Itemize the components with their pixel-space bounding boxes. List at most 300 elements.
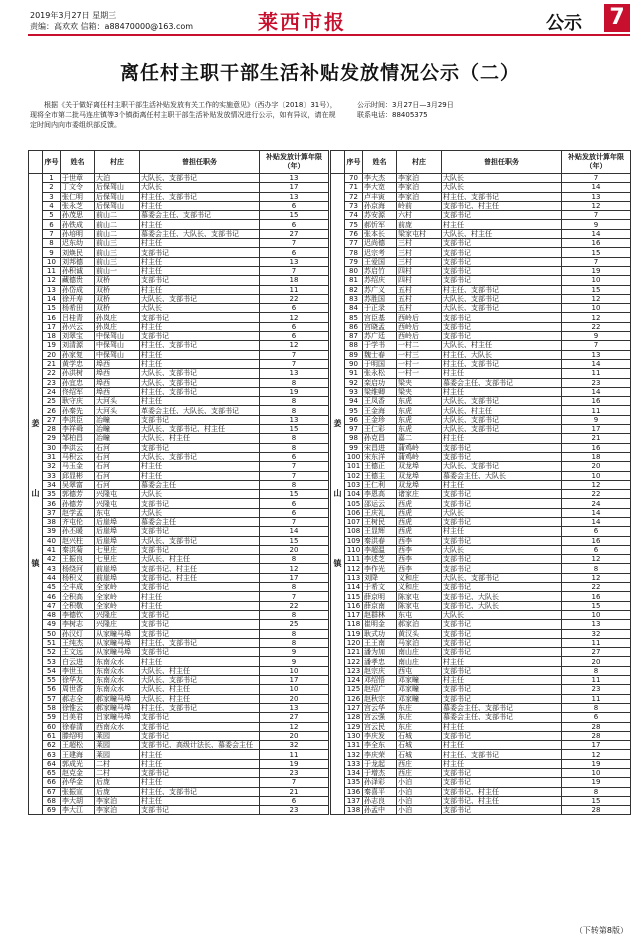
row-number: 76 bbox=[345, 229, 363, 238]
row-number: 100 bbox=[345, 452, 363, 461]
row-number: 61 bbox=[43, 731, 61, 740]
table-row bbox=[331, 731, 631, 740]
row-number: 123 bbox=[345, 666, 363, 675]
row-number: 126 bbox=[345, 694, 363, 703]
subsidy-years: 8 bbox=[562, 703, 631, 712]
former-position: 大队长 bbox=[140, 490, 260, 499]
table-row bbox=[331, 415, 631, 424]
row-number: 79 bbox=[345, 257, 363, 266]
subsidy-years: 8 bbox=[562, 666, 631, 675]
village-name: 冶疃 bbox=[95, 425, 140, 434]
village-name: 三村 bbox=[397, 248, 442, 257]
village-name: 东屯 bbox=[95, 508, 140, 517]
subsidy-years: 16 bbox=[562, 397, 631, 406]
row-number: 119 bbox=[345, 629, 363, 638]
village-name: 蒲鸡岭 bbox=[397, 452, 442, 461]
person-name: 郭成光 bbox=[61, 759, 95, 768]
table-row bbox=[331, 443, 631, 452]
former-position: 支部书记 bbox=[442, 211, 562, 220]
subsidy-years: 6 bbox=[260, 332, 329, 341]
row-number: 80 bbox=[345, 266, 363, 275]
person-name: 李述芝 bbox=[363, 555, 397, 564]
row-number: 28 bbox=[43, 425, 61, 434]
table-row bbox=[29, 415, 329, 424]
former-position: 村主任 bbox=[442, 527, 562, 536]
row-number: 55 bbox=[43, 676, 61, 685]
village-name: 西南众水 bbox=[95, 722, 140, 731]
table-row bbox=[331, 452, 631, 461]
village-name: 七里庄 bbox=[95, 545, 140, 554]
row-number: 83 bbox=[345, 294, 363, 303]
person-name: 马玉金 bbox=[61, 462, 95, 471]
row-number: 39 bbox=[43, 527, 61, 536]
table-row bbox=[331, 657, 631, 666]
table-row bbox=[29, 257, 329, 266]
former-position: 慕委会主任 bbox=[140, 517, 260, 526]
former-position: 支部书记 bbox=[140, 527, 260, 536]
subsidy-years: 13 bbox=[260, 415, 329, 424]
table-row bbox=[331, 266, 631, 275]
former-position: 村主任、支部书记 bbox=[140, 787, 260, 796]
village-name: 陈家屯 bbox=[397, 601, 442, 610]
village-name: 全家岭 bbox=[95, 601, 140, 610]
row-number: 115 bbox=[345, 592, 363, 601]
subsidy-years: 28 bbox=[562, 722, 631, 731]
table-row bbox=[29, 480, 329, 489]
table-row bbox=[331, 257, 631, 266]
town-name-char: 镇 bbox=[31, 559, 40, 569]
row-number: 70 bbox=[345, 174, 363, 183]
former-position: 支部书记、村主任 bbox=[442, 796, 562, 805]
person-name: 李大宽 bbox=[363, 183, 397, 192]
former-position: 村主任、支部书记 bbox=[140, 192, 260, 201]
subsidy-years: 6 bbox=[562, 545, 631, 554]
subsidy-years: 7 bbox=[562, 341, 631, 350]
subsidy-years: 15 bbox=[260, 536, 329, 545]
table-row bbox=[331, 629, 631, 638]
village-name: 一村一 bbox=[397, 359, 442, 368]
table-row bbox=[29, 304, 329, 313]
person-name: 赵克金 bbox=[61, 769, 95, 778]
subsidy-years: 6 bbox=[260, 452, 329, 461]
person-name: 孙宜忠 bbox=[61, 378, 95, 387]
subsidy-years: 23 bbox=[562, 378, 631, 387]
subsidy-years: 13 bbox=[260, 174, 329, 183]
subsidy-years: 7 bbox=[260, 239, 329, 248]
row-number: 16 bbox=[43, 313, 61, 322]
former-position: 支部书记 bbox=[442, 583, 562, 592]
table-row bbox=[331, 694, 631, 703]
subsidy-table-right bbox=[330, 150, 631, 815]
village-name: 东南众水 bbox=[95, 685, 140, 694]
former-position: 大队长、支部书记 bbox=[140, 174, 260, 183]
table-row bbox=[29, 499, 329, 508]
person-name: 邱显彬 bbox=[61, 471, 95, 480]
town-name-char: 镇 bbox=[333, 559, 342, 569]
former-position: 村主任 bbox=[442, 220, 562, 229]
row-number: 48 bbox=[43, 610, 61, 619]
table-row bbox=[29, 750, 329, 759]
subsidy-years: 6 bbox=[260, 499, 329, 508]
table-row bbox=[29, 322, 329, 331]
former-position: 村主任、支部书记 bbox=[140, 341, 260, 350]
village-name: 后庞 bbox=[95, 787, 140, 796]
row-number: 26 bbox=[43, 406, 61, 415]
table-row bbox=[29, 332, 329, 341]
subsidy-years: 13 bbox=[260, 369, 329, 378]
table-row bbox=[331, 229, 631, 238]
subsidy-years: 7 bbox=[562, 174, 631, 183]
person-name: 仝丰成 bbox=[61, 583, 95, 592]
table-row bbox=[29, 583, 329, 592]
village-name: 前山三 bbox=[95, 257, 140, 266]
row-number: 112 bbox=[345, 564, 363, 573]
former-position: 支部书记 bbox=[140, 545, 260, 554]
former-position: 村主任 bbox=[442, 759, 562, 768]
row-number: 12 bbox=[43, 276, 61, 285]
subsidy-years: 17 bbox=[260, 573, 329, 582]
table-row bbox=[331, 378, 631, 387]
village-name: 从家疃马埠 bbox=[95, 638, 140, 647]
former-position: 大队长、村主任 bbox=[442, 406, 562, 415]
person-name: 孙洪树 bbox=[61, 369, 95, 378]
table-row bbox=[29, 508, 329, 517]
subsidy-years: 12 bbox=[562, 573, 631, 582]
village-name: 双桥 bbox=[95, 294, 140, 303]
row-number: 132 bbox=[345, 750, 363, 759]
table-row bbox=[29, 192, 329, 201]
village-name: 石河 bbox=[95, 471, 140, 480]
person-name: 张本长 bbox=[363, 229, 397, 238]
person-name: 李恩高 bbox=[363, 490, 397, 499]
subsidy-years: 8 bbox=[562, 787, 631, 796]
former-position: 大队长、支部书记 bbox=[140, 378, 260, 387]
table-row bbox=[331, 490, 631, 499]
subsidy-years: 7 bbox=[260, 517, 329, 526]
subsidy-years: 14 bbox=[260, 527, 329, 536]
row-number: 130 bbox=[345, 731, 363, 740]
row-number: 18 bbox=[43, 332, 61, 341]
person-name: 王文远 bbox=[61, 648, 95, 657]
village-name: 嘉二 bbox=[397, 434, 442, 443]
subsidy-years: 6 bbox=[260, 248, 329, 257]
table-row bbox=[331, 462, 631, 471]
former-position: 村主任 bbox=[140, 239, 260, 248]
person-name: 孙德芳 bbox=[61, 499, 95, 508]
row-number: 84 bbox=[345, 304, 363, 313]
person-name: 赵群林 bbox=[363, 610, 397, 619]
person-name: 吴翠富 bbox=[61, 480, 95, 489]
subsidy-years: 19 bbox=[562, 778, 631, 787]
village-name: 南山庄 bbox=[397, 648, 442, 657]
village-name: 冶疃 bbox=[95, 434, 140, 443]
former-position: 支部书记 bbox=[140, 620, 260, 629]
person-name: 孙培明 bbox=[61, 229, 95, 238]
row-number: 97 bbox=[345, 425, 363, 434]
village-name: 小泊 bbox=[397, 796, 442, 805]
former-position: 大队长、支部书记 bbox=[442, 304, 562, 313]
village-name: 石河 bbox=[95, 452, 140, 461]
village-name: 西虎 bbox=[397, 499, 442, 508]
village-name: 西屯 bbox=[397, 666, 442, 675]
village-name: 双龙埠 bbox=[397, 462, 442, 471]
subsidy-years: 22 bbox=[562, 322, 631, 331]
former-position: 支部书记、大队长 bbox=[442, 592, 562, 601]
table-row bbox=[29, 806, 329, 815]
former-position: 支部书记 bbox=[442, 536, 562, 545]
person-name: 李树志 bbox=[61, 620, 95, 629]
person-name: 于希文 bbox=[363, 583, 397, 592]
row-number: 125 bbox=[345, 685, 363, 694]
village-name: 五村 bbox=[397, 304, 442, 313]
table-row bbox=[29, 313, 329, 322]
subsidy-years: 14 bbox=[562, 508, 631, 517]
subsidy-years: 17 bbox=[562, 741, 631, 750]
table-row bbox=[29, 425, 329, 434]
table-row bbox=[29, 490, 329, 499]
subsidy-years: 8 bbox=[260, 434, 329, 443]
village-name: 李家泊 bbox=[95, 806, 140, 815]
subsidy-years: 7 bbox=[260, 359, 329, 368]
former-position: 村主任 bbox=[442, 434, 562, 443]
subsidy-years: 11 bbox=[562, 676, 631, 685]
person-name: 齐屯伦 bbox=[61, 517, 95, 526]
table-row bbox=[29, 350, 329, 359]
row-number: 33 bbox=[43, 471, 61, 480]
person-name: 李超温 bbox=[363, 545, 397, 554]
village-name: 李家泊 bbox=[95, 796, 140, 805]
subsidy-years: 28 bbox=[562, 806, 631, 815]
person-name: 刘降 bbox=[363, 573, 397, 582]
former-position: 支部书记 bbox=[442, 778, 562, 787]
table-row bbox=[331, 620, 631, 629]
former-position: 支部书记 bbox=[442, 666, 562, 675]
village-name: 郝家疃马埠 bbox=[95, 694, 140, 703]
person-name: 卢丰寅 bbox=[363, 192, 397, 201]
town-column-header bbox=[29, 151, 43, 174]
former-position: 支部书记 bbox=[140, 722, 260, 731]
village-name: 东虎 bbox=[397, 415, 442, 424]
table-row bbox=[331, 313, 631, 322]
former-position: 支部书记 bbox=[442, 322, 562, 331]
subsidy-years: 6 bbox=[260, 201, 329, 210]
table-row bbox=[29, 471, 329, 480]
person-name: 李大胡 bbox=[61, 796, 95, 805]
person-name: 孙积诚 bbox=[61, 266, 95, 275]
person-name: 孙泽彩 bbox=[363, 778, 397, 787]
subsidy-years: 13 bbox=[562, 350, 631, 359]
notice-period: 公示时间：3月27日—3月29日 bbox=[357, 101, 454, 109]
person-name: 迟东幼 bbox=[61, 239, 95, 248]
row-number: 36 bbox=[43, 499, 61, 508]
village-name: 后崖埠 bbox=[95, 536, 140, 545]
subsidy-years: 14 bbox=[562, 517, 631, 526]
table-row bbox=[29, 536, 329, 545]
row-number: 22 bbox=[43, 369, 61, 378]
table-row bbox=[331, 499, 631, 508]
table-row bbox=[331, 397, 631, 406]
former-position: 支部书记 bbox=[442, 239, 562, 248]
table-row bbox=[331, 796, 631, 805]
subsidy-years: 8 bbox=[260, 378, 329, 387]
person-name: 吕桂青 bbox=[61, 313, 95, 322]
former-position: 慕委会主任、支部书记 bbox=[442, 713, 562, 722]
row-number: 69 bbox=[43, 806, 61, 815]
village-name: 梁夹 bbox=[397, 387, 442, 396]
village-name: 西虎 bbox=[397, 508, 442, 517]
subsidy-years: 17 bbox=[260, 676, 329, 685]
person-name: 赵学孟 bbox=[61, 508, 95, 517]
row-number: 60 bbox=[43, 722, 61, 731]
village-name: 四村 bbox=[397, 266, 442, 275]
former-position: 村主任 bbox=[140, 601, 260, 610]
person-name: 杨希田 bbox=[61, 304, 95, 313]
subsidy-years: 11 bbox=[260, 285, 329, 294]
table-row bbox=[331, 174, 631, 183]
subsidy-years: 15 bbox=[562, 796, 631, 805]
village-name: 东屯 bbox=[397, 610, 442, 619]
person-name: 苏安源 bbox=[363, 211, 397, 220]
table-row bbox=[331, 545, 631, 554]
row-number: 113 bbox=[345, 573, 363, 582]
table-row bbox=[29, 769, 329, 778]
row-number: 11 bbox=[43, 266, 61, 275]
row-number: 72 bbox=[345, 192, 363, 201]
village-name: 小泊 bbox=[397, 806, 442, 815]
row-number: 138 bbox=[345, 806, 363, 815]
subsidy-years: 22 bbox=[562, 490, 631, 499]
row-number: 95 bbox=[345, 406, 363, 415]
person-name: 郝志全 bbox=[61, 694, 95, 703]
row-number: 124 bbox=[345, 676, 363, 685]
former-position: 大队长 bbox=[140, 508, 260, 517]
village-name: 前庞 bbox=[397, 220, 442, 229]
subsidy-years: 16 bbox=[562, 239, 631, 248]
person-name: 孙孟中 bbox=[363, 806, 397, 815]
former-position: 支部书记 bbox=[442, 555, 562, 564]
table-row bbox=[29, 787, 329, 796]
subsidy-years: 23 bbox=[260, 806, 329, 815]
subsidy-years: 10 bbox=[260, 666, 329, 675]
person-name: 赵秋宗 bbox=[363, 694, 397, 703]
table-row bbox=[29, 276, 329, 285]
row-number: 4 bbox=[43, 201, 61, 210]
person-name: 王爱国 bbox=[363, 257, 397, 266]
person-name: 李祥舜 bbox=[61, 425, 95, 434]
subsidy-years: 8 bbox=[260, 555, 329, 564]
row-number: 104 bbox=[345, 490, 363, 499]
subsidy-years: 11 bbox=[562, 694, 631, 703]
former-position: 大队长、村主任 bbox=[140, 555, 260, 564]
village-name: 后崖埠 bbox=[95, 517, 140, 526]
subsidy-years: 11 bbox=[562, 638, 631, 647]
table-row bbox=[29, 741, 329, 750]
table-row bbox=[29, 239, 329, 248]
row-number: 6 bbox=[43, 220, 61, 229]
continued-note: （下转第8版） bbox=[574, 926, 628, 935]
table-row bbox=[29, 378, 329, 387]
table-row bbox=[331, 192, 631, 201]
village-name: 马家泊 bbox=[397, 638, 442, 647]
subsidy-years: 10 bbox=[562, 276, 631, 285]
village-name: 李家泊 bbox=[397, 192, 442, 201]
former-position: 支部书记 bbox=[442, 276, 562, 285]
town-name bbox=[29, 174, 43, 815]
former-position: 支部书记、大队长 bbox=[442, 601, 562, 610]
village-name: 大泊 bbox=[95, 174, 140, 183]
table-row bbox=[29, 657, 329, 666]
former-position: 支部书记、村主任 bbox=[140, 564, 260, 573]
column-header: 村庄 bbox=[397, 151, 442, 174]
column-header: 姓名 bbox=[61, 151, 95, 174]
row-number: 64 bbox=[43, 759, 61, 768]
former-position: 慕委会主任、支部书记 bbox=[442, 703, 562, 712]
village-name: 大河头 bbox=[95, 397, 140, 406]
row-number: 29 bbox=[43, 434, 61, 443]
subsidy-years: 19 bbox=[562, 266, 631, 275]
row-number: 66 bbox=[43, 778, 61, 787]
village-name: 梁夹 bbox=[397, 378, 442, 387]
subsidy-years: 6 bbox=[260, 322, 329, 331]
subsidy-years: 21 bbox=[562, 434, 631, 443]
subsidy-years: 7 bbox=[260, 592, 329, 601]
subsidy-years: 17 bbox=[562, 425, 631, 434]
table-row bbox=[331, 536, 631, 545]
person-name: 赵宗庆 bbox=[363, 666, 397, 675]
table-row bbox=[29, 713, 329, 722]
table-row bbox=[29, 434, 329, 443]
subsidy-years: 9 bbox=[260, 657, 329, 666]
table-row bbox=[331, 583, 631, 592]
table-row bbox=[29, 183, 329, 192]
person-name: 王纯杰 bbox=[61, 638, 95, 647]
village-name: 石城 bbox=[397, 731, 442, 740]
row-number: 120 bbox=[345, 638, 363, 647]
row-number: 37 bbox=[43, 508, 61, 517]
person-name: 藏德贵 bbox=[61, 276, 95, 285]
table-row bbox=[29, 174, 329, 183]
former-position: 大队长、支部书记 bbox=[140, 676, 260, 685]
page-header bbox=[0, 0, 640, 38]
village-name: 冶疃 bbox=[95, 415, 140, 424]
row-number: 74 bbox=[345, 211, 363, 220]
village-name: 郝家泊 bbox=[397, 620, 442, 629]
village-name: 一村一 bbox=[397, 369, 442, 378]
subsidy-years: 12 bbox=[260, 341, 329, 350]
village-name: 邓家疃 bbox=[397, 685, 442, 694]
subsidy-years: 12 bbox=[562, 750, 631, 759]
village-name: 双龙埠 bbox=[397, 480, 442, 489]
person-name: 孙茂思 bbox=[61, 211, 95, 220]
village-name: 南山庄 bbox=[397, 657, 442, 666]
subsidy-years: 8 bbox=[260, 638, 329, 647]
row-number: 23 bbox=[43, 378, 61, 387]
person-name: 王振良 bbox=[61, 555, 95, 564]
person-name: 苏广廷 bbox=[363, 332, 397, 341]
table-row bbox=[331, 183, 631, 192]
person-name: 杨绕河 bbox=[61, 564, 95, 573]
row-number: 101 bbox=[345, 462, 363, 471]
table-row bbox=[331, 741, 631, 750]
subsidy-years: 18 bbox=[562, 452, 631, 461]
table-row bbox=[331, 211, 631, 220]
table-row bbox=[331, 285, 631, 294]
village-name: 埠西 bbox=[95, 359, 140, 368]
former-position: 村主任 bbox=[442, 387, 562, 396]
row-number: 121 bbox=[345, 648, 363, 657]
former-position: 支部书记 bbox=[140, 499, 260, 508]
row-number: 85 bbox=[345, 313, 363, 322]
